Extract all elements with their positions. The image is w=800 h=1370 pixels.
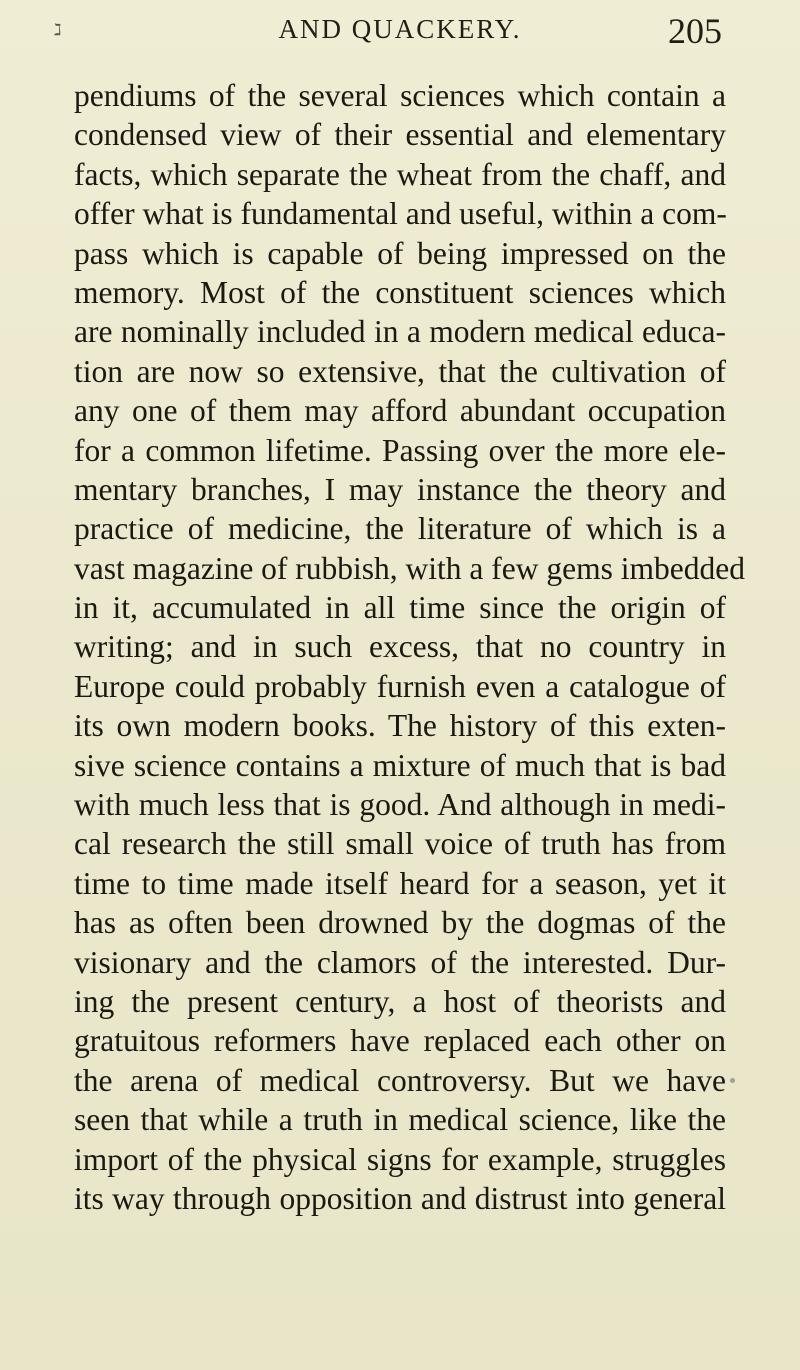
text-line: memory. Most of the constituent sciences which bbox=[74, 274, 726, 310]
text-line: its way through opposition and distrust into general bbox=[74, 1180, 726, 1216]
text-line: pass which is capable of being impressed on the bbox=[74, 235, 726, 271]
text-line: sive science contains a mixture of much that is bad bbox=[74, 747, 726, 783]
text-line: for a common lifetime. Passing over the more ele- bbox=[74, 432, 726, 468]
text-line: has as often been drowned by the dogmas of the bbox=[74, 905, 726, 941]
text-line: tion are now so extensive, that the cultivation of bbox=[74, 353, 726, 389]
text-line: facts, which separate the wheat from the chaff, and bbox=[74, 156, 726, 192]
text-line: are nominally included in a modern medical educa- bbox=[74, 314, 726, 350]
text-line: the arena of medical controversy. But we have bbox=[74, 1062, 726, 1098]
text-line: time to time made itself heard for a season, yet it bbox=[74, 865, 726, 901]
paper-speck bbox=[730, 1078, 735, 1083]
text-line: visionary and the clamors of the interested. Dur- bbox=[74, 944, 726, 980]
text-line: condensed view of their essential and elementary bbox=[74, 117, 726, 153]
text-line: with much less that is good. And although in medi- bbox=[74, 787, 726, 823]
margin-mark: ℷ bbox=[54, 20, 62, 39]
text-line: cal research the still small voice of truth has from bbox=[74, 826, 726, 862]
text-line: ing the present century, a host of theorists and bbox=[74, 983, 726, 1019]
text-line: its own modern books. The history of this exten- bbox=[74, 708, 726, 744]
text-line: seen that while a truth in medical science, like the bbox=[74, 1102, 726, 1138]
body-text bbox=[74, 76, 745, 1218]
text-line: any one of them may afford abundant occupation bbox=[74, 393, 726, 429]
text-line: pendiums of the several sciences which contain a bbox=[74, 78, 726, 113]
text-line: mentary branches, I may instance the theory and bbox=[74, 471, 726, 507]
text-line: offer what is fundamental and useful, within a com- bbox=[74, 196, 727, 232]
running-head: AND QUACKERY. bbox=[278, 14, 522, 44]
text-line: in it, accumulated in all time since the origin of bbox=[74, 590, 726, 626]
text-line: gratuitous reformers have replaced each other on bbox=[74, 1023, 726, 1059]
text-line: writing; and in such excess, that no country in bbox=[74, 629, 726, 665]
page-number: 205 bbox=[668, 11, 722, 51]
text-line: import of the physical signs for example, struggles bbox=[74, 1141, 726, 1177]
text-line: practice of medicine, the literature of which is a bbox=[74, 511, 726, 547]
text-line: vast magazine of rubbish, with a few gems imbedded bbox=[74, 550, 745, 586]
page-header bbox=[0, 0, 800, 60]
text-line: Europe could probably furnish even a catalogue of bbox=[74, 668, 726, 704]
